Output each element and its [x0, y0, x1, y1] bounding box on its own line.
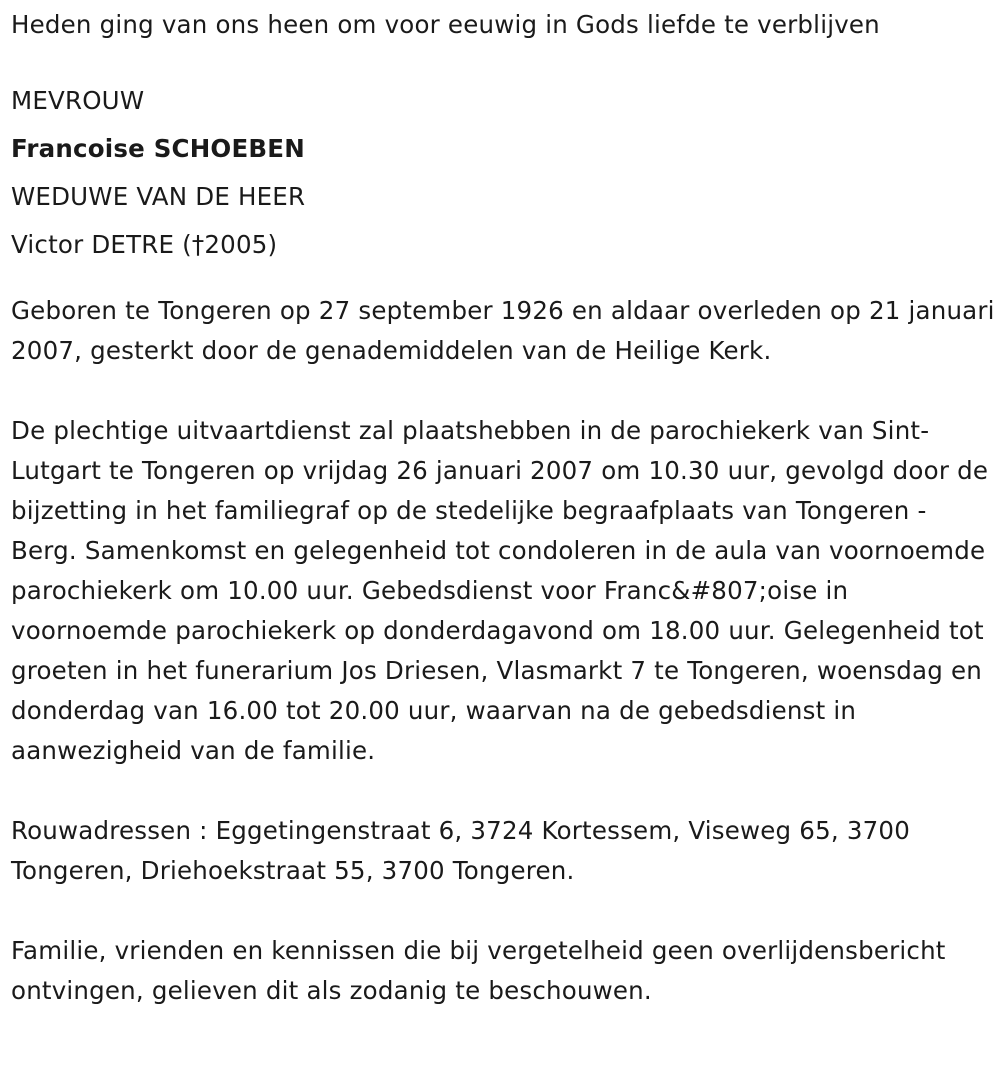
spouse-name: Victor DETRE (†2005)	[11, 230, 278, 259]
relation-text: WEDUWE VAN DE HEER	[11, 182, 306, 211]
intro-text: Heden ging van ons heen om voor eeuwig in Gods liefde te verblijven	[11, 10, 880, 39]
name-block	[11, 77, 996, 269]
obituary-notice	[11, 0, 996, 1011]
honorific-title: MEVROUW	[11, 86, 145, 115]
closing-paragraph: Familie, vrienden en kennissen die bij vergetelheid geen overlijdensbericht ontvingen, gelieven dit als zodanig te beschouwen.	[11, 936, 946, 1005]
addresses-paragraph: Rouwadressen : Eggetingenstraat 6, 3724 Kortessem, Viseweg 65, 3700 Tongeren, Driehoekstraat 55, 3700 Tongeren.	[11, 816, 910, 885]
deceased-name: Francoise SCHOEBEN	[11, 134, 305, 163]
birth-death-paragraph: Geboren te Tongeren op 27 september 1926 en aldaar overleden op 21 januari 2007, gesterkt door de genademiddelen van de Heilige Kerk.	[11, 296, 995, 365]
funeral-paragraph: De plechtige uitvaartdienst zal plaatshebben in de parochiekerk van Sint-Lutgart te Tongeren op vrijdag 26 januari 2007 om 10.30 uur, gevolgd door de bijzetting in het familiegraf op de stedelijke begraafplaats van Tongeren - Berg. Samenkomst en gelegenheid tot condoleren in de aula van voornoemde parochiekerk om 10.00 uur. Gebedsdienst voor Franc&#807;oise in voornoemde parochiekerk op donderdagavond om 18.00 uur. Gelegenheid tot groeten in het funerarium Jos Driesen, Vlasmarkt 7 te Tongeren, woensdag en donderdag van 16.00 tot 20.00 uur, waarvan na de gebedsdienst in aanwezigheid van de familie.	[11, 416, 989, 765]
